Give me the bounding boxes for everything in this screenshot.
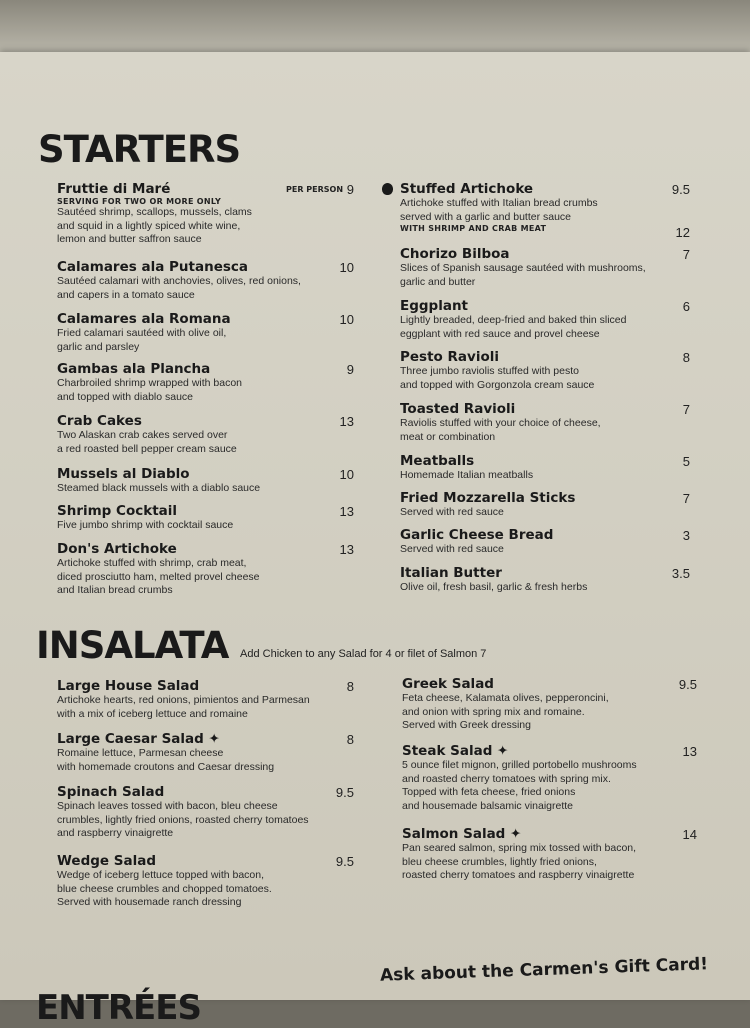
salad-addon-note: Add Chicken to any Salad for 4 or filet of Salmon 7 — [240, 648, 487, 660]
menu-item — [400, 181, 598, 233]
description-line: Three jumbo raviolis stuffed with pesto — [400, 365, 579, 377]
description-line: Served with housemade ranch dressing — [57, 896, 242, 908]
item-name: Pesto Ravioli — [400, 349, 499, 365]
item-name: Greek Salad — [402, 676, 494, 692]
item-description — [402, 759, 637, 813]
item-price: 6 — [682, 299, 690, 314]
item-price: 13 — [339, 542, 354, 557]
description-line: roasted cherry tomatoes and raspberry vinaigrette — [402, 869, 635, 881]
description-line: Charbroiled shrimp wrapped with bacon — [57, 377, 243, 389]
menu-item — [57, 541, 260, 598]
item-name: Don's Artichoke — [57, 541, 177, 557]
item-price: 8 — [346, 679, 354, 694]
description-line: Olive oil, fresh basil, garlic & fresh herbs — [400, 581, 588, 593]
item-description — [57, 482, 260, 496]
item-price: 13 — [682, 744, 697, 759]
menu-item — [57, 853, 272, 910]
menu-item — [57, 466, 260, 496]
description-line: bleu cheese crumbles, lightly fried onions, — [402, 855, 597, 868]
description-line: and topped with Gorgonzola cream sauce — [400, 378, 595, 391]
item-description — [57, 747, 274, 774]
item-description — [400, 506, 575, 520]
item-description — [400, 543, 553, 557]
description-line: garlic and parsley — [57, 340, 140, 353]
menu-item — [400, 401, 601, 444]
description-line: blue cheese crumbles and chopped tomatoes. — [57, 882, 272, 895]
starters-title: STARTERS — [38, 128, 241, 171]
gift-card-note: Ask about the Carmen's Gift Card! — [379, 954, 709, 986]
item-description — [402, 842, 636, 883]
menu-item — [57, 413, 237, 456]
menu-item — [57, 784, 309, 841]
item-price: 7 — [682, 247, 690, 262]
item-description — [400, 581, 587, 595]
item-name: Stuffed Artichoke — [400, 181, 534, 197]
item-description — [400, 469, 533, 483]
item-description — [57, 557, 260, 598]
item-name: Wedge Salad — [57, 853, 156, 869]
item-price: 9 — [346, 362, 354, 377]
item-price: 14 — [682, 827, 697, 842]
menu-item — [402, 826, 636, 883]
item-price: 10 — [339, 312, 354, 327]
description-line: Raviolis stuffed with your choice of cheese, — [400, 417, 601, 429]
description-line: Steamed black mussels with a diablo sauce — [57, 482, 261, 494]
item-description — [57, 869, 272, 910]
item-description — [400, 417, 601, 444]
item-price: 3.5 — [671, 566, 690, 581]
description-line: Artichoke hearts, red onions, pimientos and Parmesan — [57, 694, 310, 706]
menu-item — [400, 246, 646, 289]
menu-item — [57, 259, 301, 302]
item-name: Fried Mozzarella Sticks — [400, 490, 576, 506]
item-name: Gambas ala Plancha — [57, 361, 211, 377]
item-option: WITH SHRIMP AND CRAB MEAT — [400, 224, 547, 233]
item-description — [57, 275, 301, 302]
table-background — [0, 0, 750, 56]
description-line: Artichoke stuffed with shrimp, crab meat, — [57, 557, 247, 569]
menu-item — [400, 490, 575, 520]
description-line: Wedge of iceberg lettuce topped with bacon, — [57, 869, 265, 881]
per-person-label: PER PERSON — [286, 185, 344, 194]
item-description — [57, 327, 231, 354]
description-line: and topped with diablo sauce — [57, 390, 194, 403]
description-line: and Italian bread crumbs — [57, 584, 173, 596]
item-price: 10 — [339, 467, 354, 482]
item-name: Large Caesar Salad ✦ — [57, 731, 220, 747]
item-price: 8 — [346, 732, 354, 747]
menu-item — [402, 743, 637, 813]
description-line: Pan seared salmon, spring mix tossed with bacon, — [402, 842, 637, 854]
menu-item — [57, 311, 231, 354]
item-name: Calamares ala Romana — [57, 311, 231, 327]
menu-item — [400, 453, 533, 483]
description-line: and raspberry vinaigrette — [57, 827, 174, 839]
item-price: 9.5 — [671, 182, 690, 197]
item-description — [400, 314, 627, 341]
item-name: Mussels al Diablo — [57, 466, 190, 482]
description-line: Sautéed calamari with anchovies, olives, red onions, — [57, 275, 301, 287]
item-name: Spinach Salad — [57, 784, 165, 800]
description-line: Two Alaskan crab cakes served over — [57, 429, 228, 441]
description-line: Feta cheese, Kalamata olives, pepperoncini, — [402, 692, 609, 704]
menu-item — [400, 349, 594, 392]
item-name: Eggplant — [400, 298, 469, 314]
menu-item — [57, 731, 274, 774]
item-description — [57, 800, 309, 841]
item-description — [400, 197, 598, 224]
item-name: Meatballs — [400, 453, 475, 469]
item-name: Large House Salad — [57, 678, 200, 694]
description-line: Homemade Italian meatballs — [400, 469, 534, 481]
description-line: and roasted cherry tomatoes with spring mix. — [402, 772, 611, 785]
menu-item — [400, 527, 553, 557]
item-name: Calamares ala Putanesca — [57, 259, 249, 275]
item-description — [402, 692, 609, 733]
description-line: Slices of Spanish sausage sautéed with mushrooms, — [400, 262, 646, 274]
menu-item — [57, 678, 310, 721]
description-line: a red roasted bell pepper cream sauce — [57, 442, 237, 455]
description-line: Romaine lettuce, Parmesan cheese — [57, 747, 224, 759]
item-price: 7 — [682, 491, 690, 506]
description-line: garlic and butter — [400, 275, 476, 288]
item-name: Salmon Salad ✦ — [402, 826, 522, 842]
item-description — [57, 206, 252, 247]
item-description — [57, 429, 237, 456]
item-price: 8 — [682, 350, 690, 365]
menu-item — [402, 676, 609, 733]
description-line: Served with red sauce — [400, 543, 504, 555]
item-name: Crab Cakes — [57, 413, 142, 429]
description-line: and housemade balsamic vinaigrette — [402, 799, 574, 812]
item-description — [400, 365, 594, 392]
description-line: 5 ounce filet mignon, grilled portobello mushrooms — [402, 759, 637, 771]
description-line: and squid in a lightly spiced white wine, — [57, 219, 241, 232]
item-name: Garlic Cheese Bread — [400, 527, 554, 543]
option-price: 12 — [675, 225, 690, 240]
item-name: Italian Butter — [400, 565, 502, 581]
description-line: with a mix of iceberg lettuce and romaine — [57, 707, 248, 720]
item-price: 9.5 — [678, 677, 697, 692]
item-name: Fruttie di Maré — [57, 181, 171, 197]
description-line: served with a garlic and butter sauce — [400, 210, 572, 223]
item-price: 13 — [339, 414, 354, 429]
description-line: Sautéed shrimp, scallops, mussels, clams — [57, 206, 252, 218]
description-line: Five jumbo shrimp with cocktail sauce — [57, 519, 234, 531]
item-description — [57, 694, 310, 721]
item-name: Shrimp Cocktail — [57, 503, 178, 519]
item-description — [57, 519, 233, 533]
description-line: Served with Greek dressing — [402, 719, 531, 731]
description-line: Artichoke stuffed with Italian bread crumbs — [400, 197, 598, 209]
item-price: 5 — [682, 454, 690, 469]
item-name: Toasted Ravioli — [400, 401, 516, 417]
description-line: lemon and butter saffron sauce — [57, 233, 202, 245]
description-line: Fried calamari sautéed with olive oil, — [57, 327, 227, 339]
item-name: Steak Salad ✦ — [402, 743, 509, 759]
item-price: 9.5 — [335, 785, 354, 800]
item-serving-note: SERVING FOR TWO OR MORE ONLY — [57, 197, 222, 206]
item-description — [57, 377, 242, 404]
description-line: diced prosciutto ham, melted provel cheese — [57, 570, 260, 583]
item-price: 9 — [346, 182, 354, 197]
menu-item — [57, 503, 233, 533]
description-line: Lightly breaded, deep-fried and baked thin sliced — [400, 314, 627, 326]
item-description — [400, 262, 646, 289]
description-line: eggplant with red sauce and provel cheese — [400, 327, 600, 340]
menu-item — [400, 565, 587, 595]
entrees-title-partial: ENTRÉES — [36, 988, 201, 1028]
description-line: meat or combination — [400, 430, 496, 443]
item-name: Chorizo Bilboa — [400, 246, 510, 262]
menu-item — [400, 298, 627, 341]
description-line: and onion with spring mix and romaine. — [402, 705, 585, 718]
description-line: with homemade croutons and Caesar dressing — [57, 760, 275, 773]
description-line: Served with red sauce — [400, 506, 504, 518]
item-price: 10 — [339, 260, 354, 275]
item-price: 3 — [682, 528, 690, 543]
item-price: 7 — [682, 402, 690, 417]
menu-item — [57, 181, 252, 247]
description-line: Topped with feta cheese, fried onions — [402, 786, 576, 798]
description-line: and capers in a tomato sauce — [57, 288, 195, 301]
menu-item — [57, 361, 242, 404]
vegetarian-icon — [382, 183, 393, 195]
item-price: 13 — [339, 504, 354, 519]
insalata-title: INSALATA — [36, 624, 229, 667]
description-line: crumbles, lightly fried onions, roasted cherry tomatoes — [57, 813, 309, 826]
description-line: Spinach leaves tossed with bacon, bleu cheese — [57, 800, 278, 812]
item-price: 9.5 — [335, 854, 354, 869]
